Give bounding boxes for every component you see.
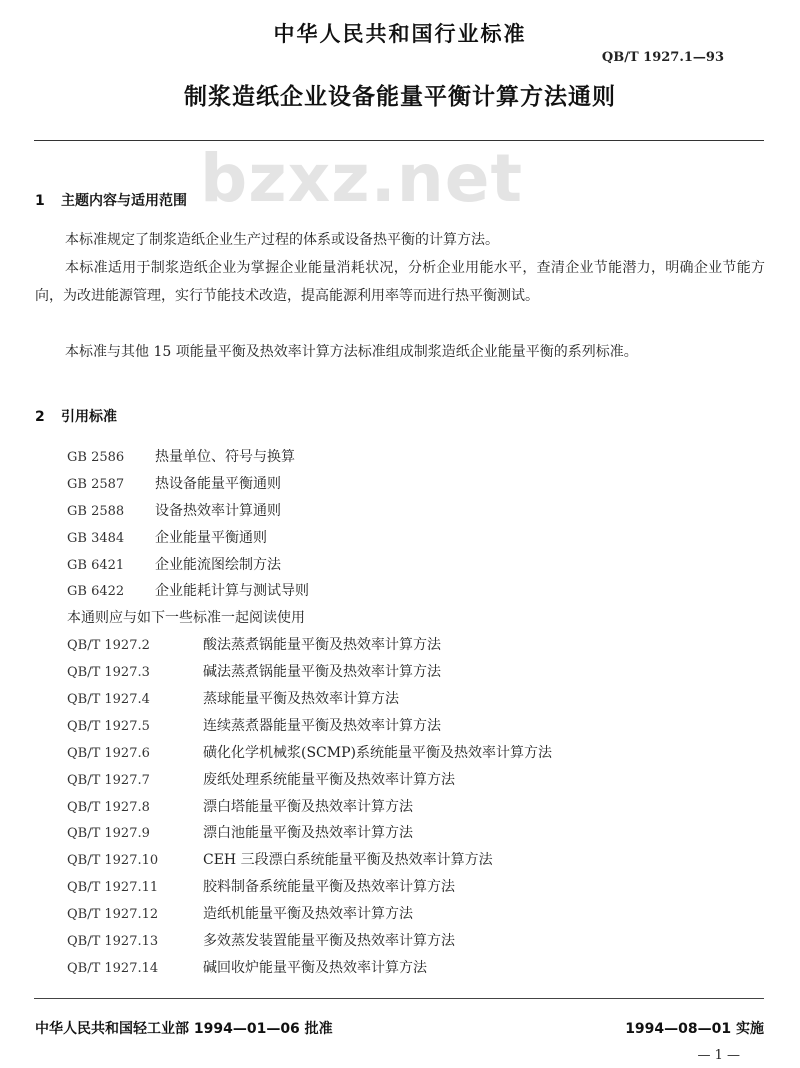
- reference-title: 漂白塔能量平衡及热效率计算方法: [203, 798, 413, 815]
- reference-code: GB 2586: [67, 450, 125, 465]
- reference-title: 蒸球能量平衡及热效率计算方法: [203, 691, 399, 708]
- reference-row: [67, 552, 767, 579]
- reference-code: QB/T 1927.13: [67, 934, 159, 950]
- reference-code: QB/T 1927.11: [67, 880, 159, 896]
- reference-title: 漂白池能量平衡及热效率计算方法: [203, 825, 413, 842]
- reference-title: CEH 三段漂白系统能量平衡及热效率计算方法: [203, 852, 493, 869]
- reference-row: [67, 525, 767, 552]
- reference-title: 企业能耗计算与测试导则: [155, 583, 309, 600]
- reference-title: 企业能量平衡通则: [155, 529, 267, 546]
- reference-title: 酸法蒸煮锅能量平衡及热效率计算方法: [203, 637, 441, 654]
- footer-rule: [34, 998, 764, 999]
- reference-title: 连续蒸煮器能量平衡及热效率计算方法: [203, 717, 441, 734]
- reference-code: GB 6421: [67, 557, 125, 573]
- reference-row: [67, 498, 767, 525]
- reference-row: [67, 901, 767, 928]
- reference-row: [67, 928, 767, 955]
- approval-date: 中华人民共和国轻工业部 1994—01—06 批准: [35, 1021, 333, 1037]
- standard-code: QB/T 1927.1—93: [601, 50, 724, 65]
- reference-row: [67, 820, 767, 847]
- reference-note: 本通则应与如下一些标准一起阅读使用: [67, 610, 305, 627]
- reference-title: 热设备能量平衡通则: [155, 475, 281, 492]
- reference-code: QB/T 1927.8: [67, 799, 150, 815]
- reference-code: QB/T 1927.5: [67, 718, 150, 734]
- reference-row: [67, 686, 767, 713]
- section-1-paragraph: 本标准适用于制浆造纸企业为掌握企业能量消耗状况，分析企业用能水平，查清企业节能潜力，明确企业节能方向，为改进能源管理，实行节能技术改造，提高能源利用率等而进行热平衡测试。: [35, 260, 765, 304]
- reference-row: [67, 955, 767, 982]
- reference-code: QB/T 1927.12: [67, 907, 159, 923]
- reference-code: QB/T 1927.2: [67, 638, 150, 654]
- reference-title: 碱回收炉能量平衡及热效率计算方法: [203, 959, 427, 976]
- reference-title: 胶料制备系统能量平衡及热效率计算方法: [203, 879, 455, 896]
- section-1-number: 1: [35, 193, 45, 209]
- reference-row: [67, 632, 767, 659]
- reference-code: QB/T 1927.3: [67, 665, 150, 681]
- section-1-paragraph: 本标准规定了制浆造纸企业生产过程的体系或设备热平衡的计算方法。: [65, 232, 499, 248]
- reference-code: GB 2588: [67, 503, 125, 519]
- section-2-title: 引用标准: [61, 409, 117, 425]
- watermark: bzxz.net: [200, 140, 524, 217]
- reference-list: [67, 444, 767, 982]
- reference-code: QB/T 1927.10: [67, 853, 159, 869]
- page-number: — 1 —: [697, 1048, 740, 1063]
- reference-row: [67, 874, 767, 901]
- standard-category-header: 中华人民共和国行业标准: [273, 22, 527, 46]
- reference-row: [67, 847, 767, 874]
- reference-title: 设备热效率计算通则: [155, 502, 281, 519]
- reference-row: [67, 740, 767, 767]
- section-1-title: 主题内容与适用范围: [61, 193, 187, 209]
- effective-date: 1994—08—01 实施: [625, 1021, 764, 1037]
- reference-row: [67, 471, 767, 498]
- reference-code: QB/T 1927.4: [67, 692, 150, 708]
- reference-title: 磺化化学机械浆(SCMP)系统能量平衡及热效率计算方法: [203, 744, 552, 761]
- reference-row: [67, 767, 767, 794]
- reference-title: 造纸机能量平衡及热效率计算方法: [203, 906, 413, 923]
- reference-code: GB 2587: [67, 476, 125, 492]
- reference-code: QB/T 1927.6: [67, 745, 150, 761]
- reference-row: [67, 794, 767, 821]
- reference-code: QB/T 1927.14: [67, 960, 159, 976]
- reference-title: 多效蒸发装置能量平衡及热效率计算方法: [203, 933, 455, 950]
- reference-code: GB 3484: [67, 530, 125, 546]
- reference-code: QB/T 1927.9: [67, 826, 150, 842]
- reference-title: 废纸处理系统能量平衡及热效率计算方法: [203, 771, 455, 788]
- reference-title: 热量单位、符号与换算: [155, 449, 295, 465]
- section-1-heading: [35, 190, 187, 210]
- reference-title: 碱法蒸煮锅能量平衡及热效率计算方法: [203, 664, 441, 681]
- reference-row: [67, 578, 767, 605]
- reference-code: GB 6422: [67, 584, 125, 600]
- document-title: 制浆造纸企业设备能量平衡计算方法通则: [184, 84, 616, 110]
- reference-row: [67, 713, 767, 740]
- section-2-heading: [35, 406, 117, 426]
- section-2-number: 2: [35, 409, 45, 425]
- reference-row: [67, 444, 767, 471]
- section-1-paragraph: 本标准与其他 15 项能量平衡及热效率计算方法标准组成制浆造纸企业能量平衡的系列标准。: [65, 344, 638, 360]
- reference-title: 企业能流图绘制方法: [155, 556, 281, 573]
- reference-row: [67, 659, 767, 686]
- reference-code: QB/T 1927.7: [67, 772, 150, 788]
